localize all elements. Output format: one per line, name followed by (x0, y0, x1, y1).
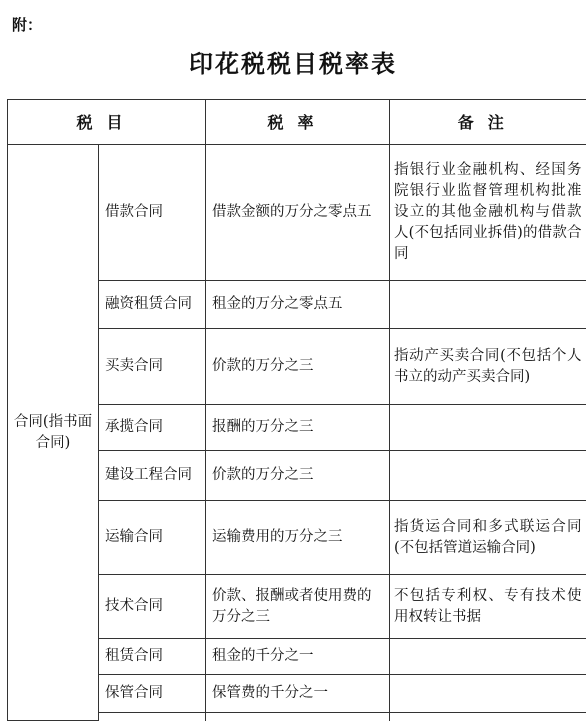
note-cell: 不包括专利权、专有技术使用权转让书据 (390, 575, 586, 639)
item-cell: 融资租赁合同 (99, 281, 206, 329)
item-cell: 买卖合同 (99, 329, 206, 405)
category-cell: 合同(指书面合同) (8, 145, 99, 721)
rate-cell: 保管费的千分之一 (206, 675, 390, 713)
note-cell: 指货运合同和多式联运合同(不包括管道运输合同) (390, 501, 586, 575)
rate-cell: 价款的万分之三 (206, 329, 390, 405)
item-cell: 承揽合同 (99, 405, 206, 451)
table-row (8, 145, 586, 281)
note-cell (390, 451, 586, 501)
item-cell: 运输合同 (99, 501, 206, 575)
attachment-label: 附： (12, 16, 43, 34)
note-cell (390, 405, 586, 451)
page-title: 印花税税目税率表 (189, 49, 397, 78)
item-cell: 建设工程合同 (99, 451, 206, 501)
rate-cell: 价款的万分之三 (206, 451, 390, 501)
column-header-item: 税目 (8, 100, 206, 145)
item-cell: 保管合同 (99, 675, 206, 713)
table-header-row (8, 100, 586, 145)
note-cell (390, 281, 586, 329)
note-cell: 指动产买卖合同(不包括个人书立的动产买卖合同) (390, 329, 586, 405)
item-cell: 技术合同 (99, 575, 206, 639)
note-cell: 指银行业金融机构、经国务院银行业监督管理机构批准设立的其他金融机构与借款人(不包括同业拆借)的借款合同 (390, 145, 586, 281)
note-cell (390, 675, 586, 713)
rate-cell: 借款金额的万分之零点五 (206, 145, 390, 281)
rate-cell: 租金的万分之零点五 (206, 281, 390, 329)
tax-rate-table (7, 99, 586, 721)
rate-cell: 价款、报酬或者使用费的万分之三 (206, 575, 390, 639)
item-cell: 租赁合同 (99, 639, 206, 675)
column-header-note: 备注 (390, 100, 586, 145)
note-cell (390, 639, 586, 675)
column-header-rate: 税率 (206, 100, 390, 145)
rate-cell: 报酬的万分之三 (206, 405, 390, 451)
rate-cell: 运输费用的万分之三 (206, 501, 390, 575)
rate-cell: 租金的千分之一 (206, 639, 390, 675)
item-cell: 借款合同 (99, 145, 206, 281)
